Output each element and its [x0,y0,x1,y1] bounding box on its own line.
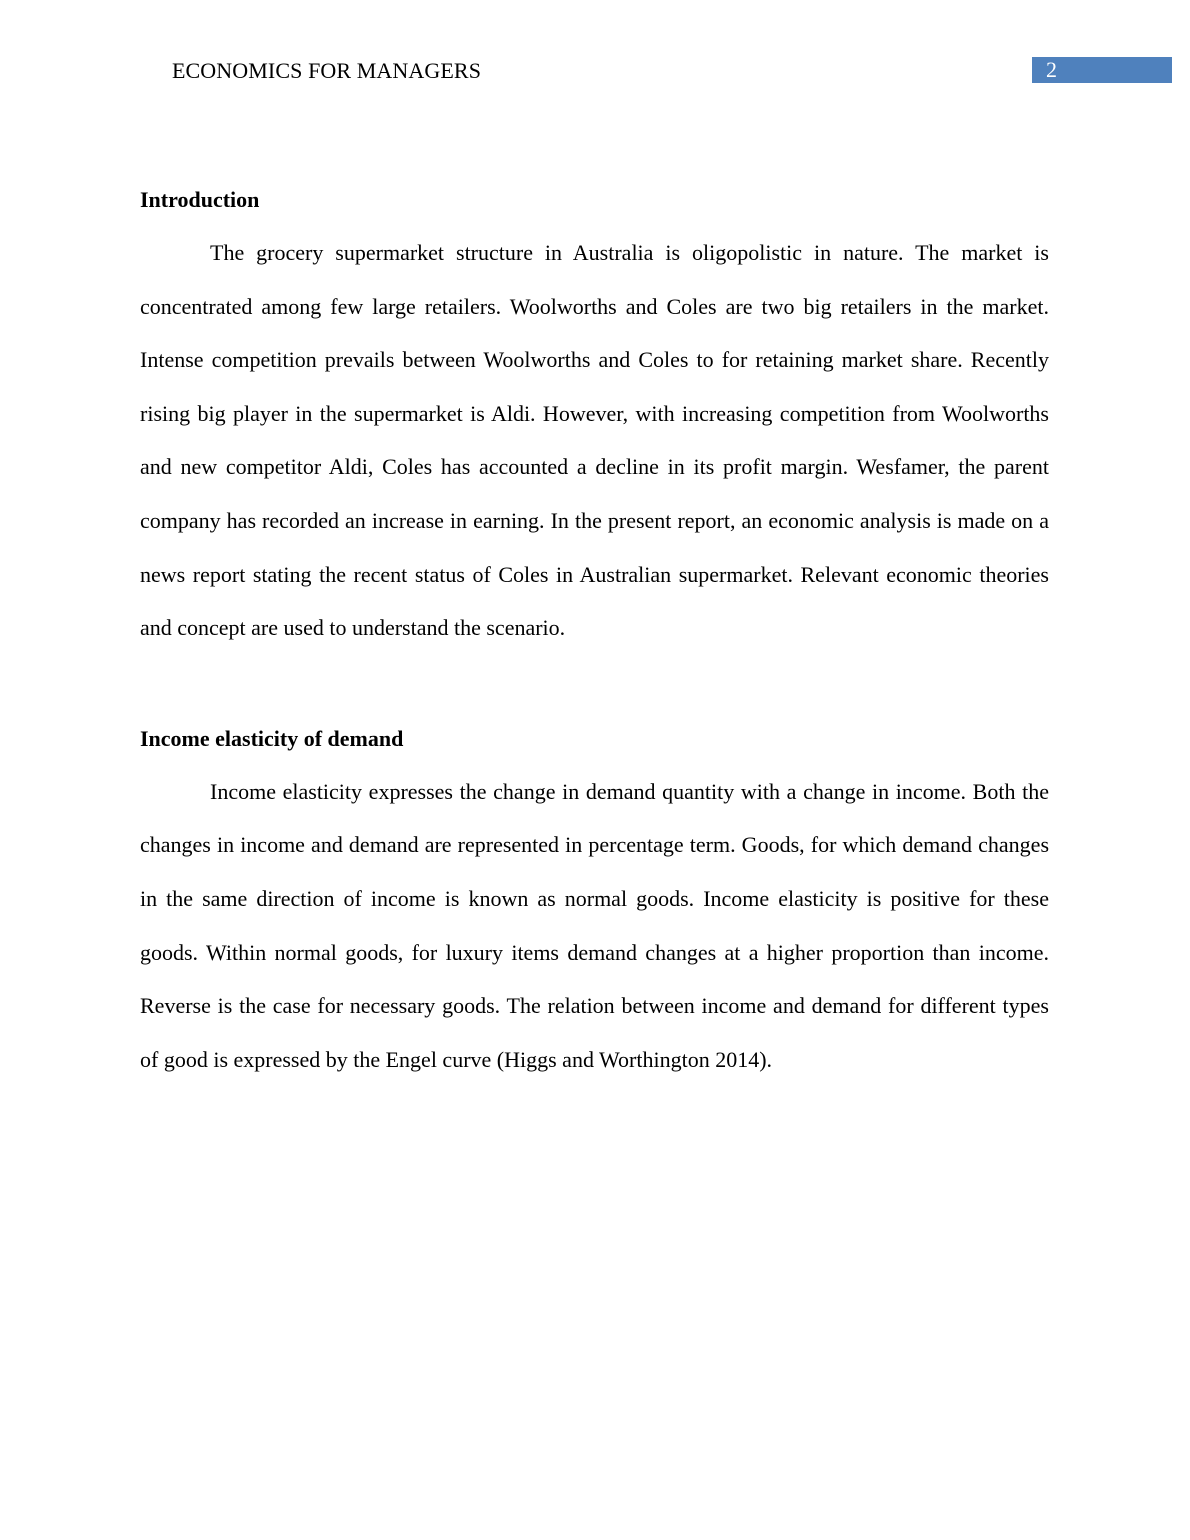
section-heading-income-elasticity: Income elasticity of demand [140,725,404,751]
running-header-title: ECONOMICS FOR MANAGERS [172,58,482,83]
income-elasticity-paragraph: Income elasticity expresses the change in demand quantity with a change in income. Both the changes in income and demand are represented in percentage term. Goods, for which demand changes in the same direction of income is known as normal goods. Income elasticity is positive for these goods. Within normal goods, for luxury items demand changes at a higher proportion than income. Reverse is the case for necessary goods. The relation between income and demand for different types of good is expressed by the Engel curve (Higgs and Worthington 2014). [140,778,1049,1072]
introduction-paragraph: The grocery supermarket structure in Australia is oligopolistic in nature. The market is concentrated among few large retailers. Woolworths and Coles are two big retailers in the market. Intense competition prevails between Woolworths and Coles to for retaining market share. Recently rising big player in the supermarket is Aldi. However, with increasing competition from Woolworths and new competitor Aldi, Coles has accounted a decline in its profit margin. Wesfamer, the parent company has recorded an increase in earning. In the present report, an economic analysis is made on a news report stating the recent status of Coles in Australian supermarket. Relevant economic theories and concept are used to understand the scenario. [140,240,1049,641]
document-body [140,186,1049,1086]
section-heading-introduction: Introduction [140,187,260,212]
page-number: 2 [1046,57,1057,82]
page-number-badge [1032,57,1172,83]
